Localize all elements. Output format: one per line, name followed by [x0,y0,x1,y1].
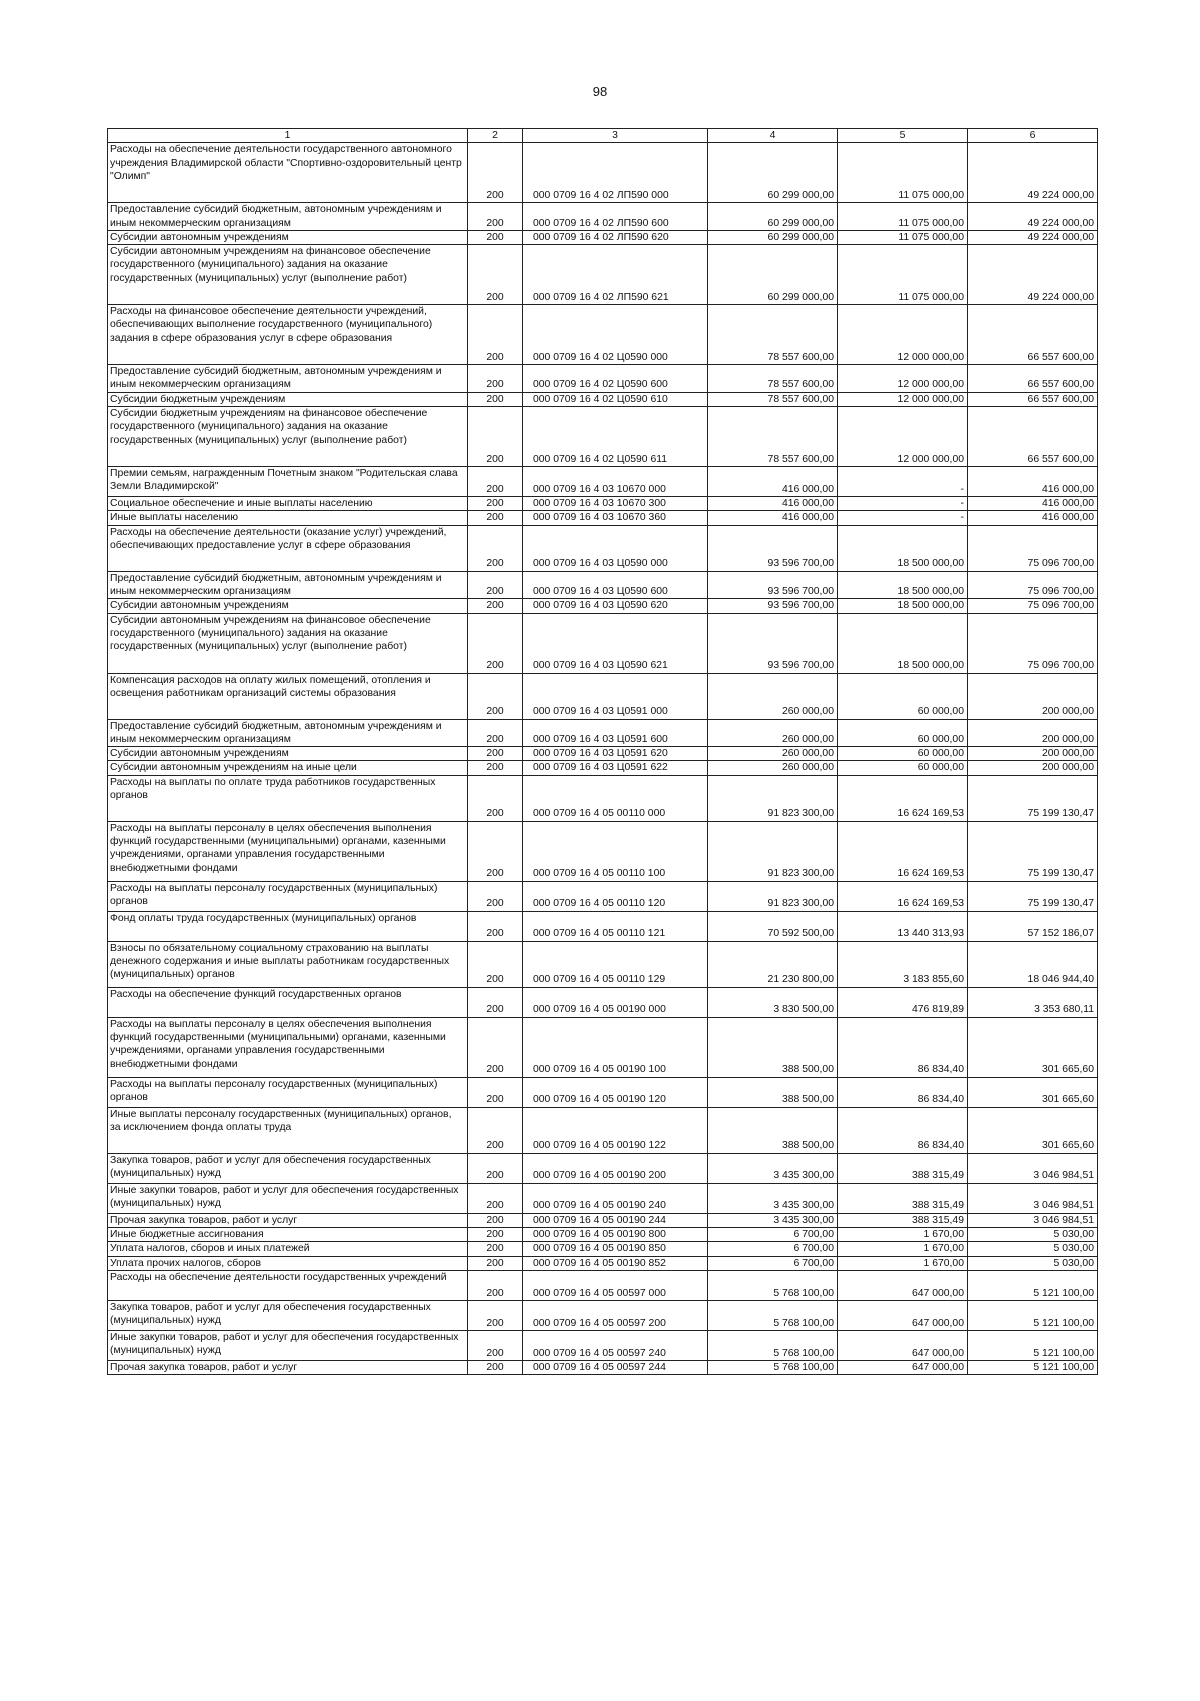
row-remaining-amount-cell: 3 046 984,51 [968,1153,1098,1183]
row-budget-code-cell: 000 0709 16 4 03 10670 300 [523,497,708,511]
row-name-cell: Субсидии автономным учреждениям на финансовое обеспечение государственного (муниципального) задания на оказание государственных (муниципальных) услуг (выполнение работ) [108,613,468,673]
row-executed-amount-cell: 60 000,00 [838,719,968,747]
row-executed-amount-cell: - [838,467,968,497]
table-row [108,1153,1098,1183]
row-name-cell: Предоставление субсидий бюджетным, автономным учреждениям и иным некоммерческим организациям [108,571,468,599]
row-executed-amount-cell: 11 075 000,00 [838,230,968,244]
table-row [108,987,1098,1017]
row-admin-code-cell: 200 [468,365,523,393]
row-budget-code-cell: 000 0709 16 4 05 00110 100 [523,821,708,881]
row-budget-code-cell: 000 0709 16 4 05 00597 240 [523,1330,708,1360]
row-admin-code-cell: 200 [468,1256,523,1270]
table-row [108,1300,1098,1330]
row-budget-code-cell: 000 0709 16 4 03 Ц0591 620 [523,747,708,761]
row-budget-code-cell: 000 0709 16 4 03 10670 000 [523,467,708,497]
row-remaining-amount-cell: 301 665,60 [968,1077,1098,1107]
row-name-cell: Предоставление субсидий бюджетным, автономным учреждениям и иным некоммерческим организациям [108,365,468,393]
row-remaining-amount-cell: 301 665,60 [968,1017,1098,1077]
table-row [108,365,1098,393]
row-name-cell: Расходы на финансовое обеспечение деятельности учреждений, обеспечивающих выполнение государственного (муниципального) задания в сфере образования услуг в сфере образования [108,305,468,365]
row-approved-amount-cell: 388 500,00 [708,1107,838,1153]
row-approved-amount-cell: 93 596 700,00 [708,599,838,613]
table-row [108,761,1098,775]
table-row [108,467,1098,497]
column-header: 2 [468,129,523,143]
row-budget-code-cell: 000 0709 16 4 05 00597 244 [523,1360,708,1374]
row-approved-amount-cell: 78 557 600,00 [708,407,838,467]
row-approved-amount-cell: 3 435 300,00 [708,1183,838,1213]
row-remaining-amount-cell: 66 557 600,00 [968,392,1098,406]
row-name-cell: Предоставление субсидий бюджетным, автономным учреждениям и иным некоммерческим организациям [108,719,468,747]
table-row [108,203,1098,231]
row-name-cell: Расходы на выплаты по оплате труда работников государственных органов [108,775,468,821]
table-row [108,1107,1098,1153]
row-approved-amount-cell: 70 592 500,00 [708,911,838,941]
column-header: 4 [708,129,838,143]
row-admin-code-cell: 200 [468,571,523,599]
row-budget-code-cell: 000 0709 16 4 02 ЛП590 621 [523,245,708,305]
row-name-cell: Уплата прочих налогов, сборов [108,1256,468,1270]
table-row [108,719,1098,747]
row-executed-amount-cell: 86 834,40 [838,1017,968,1077]
table-row [108,1077,1098,1107]
table-row [108,1270,1098,1300]
row-budget-code-cell: 000 0709 16 4 05 00190 240 [523,1183,708,1213]
table-row [108,1228,1098,1242]
row-budget-code-cell: 000 0709 16 4 02 Ц0590 611 [523,407,708,467]
row-executed-amount-cell: 18 500 000,00 [838,571,968,599]
row-executed-amount-cell: - [838,497,968,511]
row-approved-amount-cell: 388 500,00 [708,1077,838,1107]
row-budget-code-cell: 000 0709 16 4 03 Ц0591 000 [523,673,708,719]
column-header: 3 [523,129,708,143]
row-executed-amount-cell: 13 440 313,93 [838,911,968,941]
table-row [108,1213,1098,1227]
row-executed-amount-cell: 647 000,00 [838,1300,968,1330]
row-budget-code-cell: 000 0709 16 4 05 00190 200 [523,1153,708,1183]
row-executed-amount-cell: 12 000 000,00 [838,407,968,467]
row-executed-amount-cell: 12 000 000,00 [838,365,968,393]
row-budget-code-cell: 000 0709 16 4 03 Ц0590 621 [523,613,708,673]
row-remaining-amount-cell: 5 030,00 [968,1256,1098,1270]
row-budget-code-cell: 000 0709 16 4 02 Ц0590 000 [523,305,708,365]
row-approved-amount-cell: 21 230 800,00 [708,941,838,987]
row-admin-code-cell: 200 [468,1242,523,1256]
row-approved-amount-cell: 416 000,00 [708,497,838,511]
row-approved-amount-cell: 3 435 300,00 [708,1153,838,1183]
row-approved-amount-cell: 93 596 700,00 [708,613,838,673]
row-admin-code-cell: 200 [468,599,523,613]
row-budget-code-cell: 000 0709 16 4 05 00190 120 [523,1077,708,1107]
row-remaining-amount-cell: 5 121 100,00 [968,1330,1098,1360]
row-remaining-amount-cell: 5 030,00 [968,1242,1098,1256]
row-approved-amount-cell: 60 299 000,00 [708,143,838,203]
row-admin-code-cell: 200 [468,525,523,571]
row-name-cell: Премии семьям, награжденным Почетным знаком "Родительская слава Земли Владимирской" [108,467,468,497]
table-row [108,1330,1098,1360]
row-admin-code-cell: 200 [468,1107,523,1153]
row-admin-code-cell: 200 [468,761,523,775]
row-budget-code-cell: 000 0709 16 4 03 10670 360 [523,511,708,525]
row-name-cell: Расходы на обеспечение функций государственных органов [108,987,468,1017]
row-approved-amount-cell: 260 000,00 [708,673,838,719]
row-name-cell: Субсидии автономным учреждениям на финансовое обеспечение государственного (муниципального) задания на оказание государственных (муниципальных) услуг (выполнение работ) [108,245,468,305]
row-admin-code-cell: 200 [468,613,523,673]
row-executed-amount-cell: 18 500 000,00 [838,613,968,673]
table-row [108,599,1098,613]
row-remaining-amount-cell: 200 000,00 [968,719,1098,747]
table-row [108,230,1098,244]
row-approved-amount-cell: 78 557 600,00 [708,365,838,393]
table-row [108,911,1098,941]
row-budget-code-cell: 000 0709 16 4 02 ЛП590 000 [523,143,708,203]
table-row [108,143,1098,203]
row-budget-code-cell: 000 0709 16 4 05 00110 121 [523,911,708,941]
row-name-cell: Социальное обеспечение и иные выплаты населению [108,497,468,511]
row-name-cell: Прочая закупка товаров, работ и услуг [108,1360,468,1374]
row-approved-amount-cell: 260 000,00 [708,761,838,775]
row-executed-amount-cell: 60 000,00 [838,673,968,719]
row-name-cell: Субсидии бюджетным учреждениям [108,392,468,406]
row-name-cell: Компенсация расходов на оплату жилых помещений, отопления и освещения работникам организаций системы образования [108,673,468,719]
row-budget-code-cell: 000 0709 16 4 05 00190 852 [523,1256,708,1270]
row-remaining-amount-cell: 200 000,00 [968,761,1098,775]
row-executed-amount-cell: 1 670,00 [838,1242,968,1256]
table-row [108,305,1098,365]
row-remaining-amount-cell: 49 224 000,00 [968,203,1098,231]
row-remaining-amount-cell: 18 046 944,40 [968,941,1098,987]
row-executed-amount-cell: 388 315,49 [838,1213,968,1227]
row-remaining-amount-cell: 5 121 100,00 [968,1300,1098,1330]
row-admin-code-cell: 200 [468,911,523,941]
row-executed-amount-cell: 86 834,40 [838,1077,968,1107]
row-budget-code-cell: 000 0709 16 4 05 00110 120 [523,881,708,911]
row-name-cell: Закупка товаров, работ и услуг для обеспечения государственных (муниципальных) нужд [108,1153,468,1183]
row-executed-amount-cell: 1 670,00 [838,1228,968,1242]
row-approved-amount-cell: 3 435 300,00 [708,1213,838,1227]
table-row [108,821,1098,881]
row-name-cell: Субсидии автономным учреждениям [108,599,468,613]
row-admin-code-cell: 200 [468,467,523,497]
row-executed-amount-cell: 11 075 000,00 [838,203,968,231]
row-executed-amount-cell: 16 624 169,53 [838,881,968,911]
row-name-cell: Расходы на выплаты персоналу в целях обеспечения выполнения функций государственными (муниципальными) органами, казенными учреждениями, органами управления государственными внебюджетными фондами [108,1017,468,1077]
row-budget-code-cell: 000 0709 16 4 05 00190 122 [523,1107,708,1153]
row-admin-code-cell: 200 [468,1183,523,1213]
row-remaining-amount-cell: 200 000,00 [968,747,1098,761]
row-name-cell: Расходы на обеспечение деятельности государственных учреждений [108,1270,468,1300]
row-approved-amount-cell: 388 500,00 [708,1017,838,1077]
row-name-cell: Субсидии бюджетным учреждениям на финансовое обеспечение государственного (муниципального) задания на оказание государственных (муниципальных) услуг (выполнение работ) [108,407,468,467]
row-remaining-amount-cell: 200 000,00 [968,673,1098,719]
table-row [108,511,1098,525]
row-budget-code-cell: 000 0709 16 4 05 00110 000 [523,775,708,821]
table-row [108,941,1098,987]
row-approved-amount-cell: 93 596 700,00 [708,525,838,571]
table-row [108,613,1098,673]
row-admin-code-cell: 200 [468,719,523,747]
row-name-cell: Иные выплаты населению [108,511,468,525]
row-remaining-amount-cell: 75 199 130,47 [968,775,1098,821]
row-name-cell: Субсидии автономным учреждениям на иные цели [108,761,468,775]
row-admin-code-cell: 200 [468,392,523,406]
row-approved-amount-cell: 260 000,00 [708,719,838,747]
row-executed-amount-cell: 388 315,49 [838,1183,968,1213]
row-approved-amount-cell: 6 700,00 [708,1242,838,1256]
row-executed-amount-cell: 60 000,00 [838,761,968,775]
row-budget-code-cell: 000 0709 16 4 03 Ц0590 620 [523,599,708,613]
row-name-cell: Расходы на обеспечение деятельности государственного автономного учреждения Владимирской области "Спортивно-оздоровительный центр "Олимп" [108,143,468,203]
row-name-cell: Субсидии автономным учреждениям [108,230,468,244]
row-approved-amount-cell: 91 823 300,00 [708,775,838,821]
column-header: 6 [968,129,1098,143]
row-budget-code-cell: 000 0709 16 4 02 ЛП590 600 [523,203,708,231]
row-approved-amount-cell: 93 596 700,00 [708,571,838,599]
table-row [108,1242,1098,1256]
row-remaining-amount-cell: 3 046 984,51 [968,1213,1098,1227]
row-approved-amount-cell: 91 823 300,00 [708,821,838,881]
budget-table [107,128,1098,1375]
row-remaining-amount-cell: 57 152 186,07 [968,911,1098,941]
row-approved-amount-cell: 260 000,00 [708,747,838,761]
row-executed-amount-cell: 11 075 000,00 [838,245,968,305]
row-budget-code-cell: 000 0709 16 4 05 00110 129 [523,941,708,987]
row-admin-code-cell: 200 [468,230,523,244]
row-approved-amount-cell: 6 700,00 [708,1256,838,1270]
row-name-cell: Иные закупки товаров, работ и услуг для обеспечения государственных (муниципальных) нужд [108,1183,468,1213]
row-admin-code-cell: 200 [468,941,523,987]
column-header: 5 [838,129,968,143]
row-admin-code-cell: 200 [468,881,523,911]
row-admin-code-cell: 200 [468,987,523,1017]
table-row [108,775,1098,821]
row-remaining-amount-cell: 416 000,00 [968,511,1098,525]
row-budget-code-cell: 000 0709 16 4 03 Ц0590 000 [523,525,708,571]
row-approved-amount-cell: 91 823 300,00 [708,881,838,911]
row-admin-code-cell: 200 [468,1213,523,1227]
row-executed-amount-cell: 1 670,00 [838,1256,968,1270]
table-row [108,673,1098,719]
row-admin-code-cell: 200 [468,497,523,511]
row-admin-code-cell: 200 [468,245,523,305]
row-approved-amount-cell: 416 000,00 [708,511,838,525]
row-executed-amount-cell: 647 000,00 [838,1330,968,1360]
row-name-cell: Субсидии автономным учреждениям [108,747,468,761]
row-admin-code-cell: 200 [468,1228,523,1242]
row-admin-code-cell: 200 [468,821,523,881]
row-remaining-amount-cell: 5 030,00 [968,1228,1098,1242]
row-remaining-amount-cell: 75 096 700,00 [968,613,1098,673]
row-remaining-amount-cell: 66 557 600,00 [968,305,1098,365]
table-row [108,1183,1098,1213]
row-name-cell: Иные выплаты персоналу государственных (муниципальных) органов, за исключением фонда оплаты труда [108,1107,468,1153]
row-approved-amount-cell: 6 700,00 [708,1228,838,1242]
row-admin-code-cell: 200 [468,1330,523,1360]
row-name-cell: Уплата налогов, сборов и иных платежей [108,1242,468,1256]
row-name-cell: Фонд оплаты труда государственных (муниципальных) органов [108,911,468,941]
row-executed-amount-cell: 18 500 000,00 [838,599,968,613]
row-approved-amount-cell: 60 299 000,00 [708,203,838,231]
table-row [108,1017,1098,1077]
row-name-cell: Предоставление субсидий бюджетным, автономным учреждениям и иным некоммерческим организациям [108,203,468,231]
row-admin-code-cell: 200 [468,1017,523,1077]
row-name-cell: Расходы на выплаты персоналу государственных (муниципальных) органов [108,881,468,911]
row-remaining-amount-cell: 66 557 600,00 [968,365,1098,393]
table-body [108,143,1098,1375]
row-name-cell: Расходы на выплаты персоналу государственных (муниципальных) органов [108,1077,468,1107]
table-row [108,407,1098,467]
column-header: 1 [108,129,468,143]
row-remaining-amount-cell: 75 096 700,00 [968,599,1098,613]
table-row [108,497,1098,511]
table-row [108,245,1098,305]
table-row [108,1256,1098,1270]
row-remaining-amount-cell: 75 199 130,47 [968,881,1098,911]
row-approved-amount-cell: 3 830 500,00 [708,987,838,1017]
row-budget-code-cell: 000 0709 16 4 05 00597 000 [523,1270,708,1300]
row-executed-amount-cell: 12 000 000,00 [838,305,968,365]
page-number: 98 [592,84,608,99]
row-name-cell: Взносы по обязательному социальному страхованию на выплаты денежного содержания и иные выплаты работникам государственных (муниципальных) органов [108,941,468,987]
row-approved-amount-cell: 60 299 000,00 [708,230,838,244]
row-executed-amount-cell: 647 000,00 [838,1270,968,1300]
row-name-cell: Иные бюджетные ассигнования [108,1228,468,1242]
row-admin-code-cell: 200 [468,143,523,203]
row-admin-code-cell: 200 [468,1270,523,1300]
row-remaining-amount-cell: 66 557 600,00 [968,407,1098,467]
row-admin-code-cell: 200 [468,305,523,365]
row-remaining-amount-cell: 301 665,60 [968,1107,1098,1153]
row-approved-amount-cell: 5 768 100,00 [708,1300,838,1330]
row-executed-amount-cell: 388 315,49 [838,1153,968,1183]
row-name-cell: Расходы на обеспечение деятельности (оказание услуг) учреждений, обеспечивающих предоставление услуг в сфере образования [108,525,468,571]
row-admin-code-cell: 200 [468,673,523,719]
row-remaining-amount-cell: 75 096 700,00 [968,525,1098,571]
row-executed-amount-cell: 3 183 855,60 [838,941,968,987]
row-executed-amount-cell: 12 000 000,00 [838,392,968,406]
row-remaining-amount-cell: 75 199 130,47 [968,821,1098,881]
row-budget-code-cell: 000 0709 16 4 05 00190 000 [523,987,708,1017]
row-executed-amount-cell: - [838,511,968,525]
row-approved-amount-cell: 5 768 100,00 [708,1270,838,1300]
row-budget-code-cell: 000 0709 16 4 05 00190 100 [523,1017,708,1077]
row-budget-code-cell: 000 0709 16 4 05 00190 800 [523,1228,708,1242]
row-executed-amount-cell: 11 075 000,00 [838,143,968,203]
table-row [108,1360,1098,1374]
row-executed-amount-cell: 60 000,00 [838,747,968,761]
row-remaining-amount-cell: 416 000,00 [968,467,1098,497]
row-admin-code-cell: 200 [468,511,523,525]
row-budget-code-cell: 000 0709 16 4 05 00597 200 [523,1300,708,1330]
row-name-cell: Иные закупки товаров, работ и услуг для обеспечения государственных (муниципальных) нужд [108,1330,468,1360]
row-remaining-amount-cell: 49 224 000,00 [968,143,1098,203]
row-budget-code-cell: 000 0709 16 4 05 00190 244 [523,1213,708,1227]
table-row [108,571,1098,599]
row-budget-code-cell: 000 0709 16 4 02 Ц0590 610 [523,392,708,406]
row-remaining-amount-cell: 3 353 680,11 [968,987,1098,1017]
table-row [108,392,1098,406]
row-remaining-amount-cell: 75 096 700,00 [968,571,1098,599]
row-budget-code-cell: 000 0709 16 4 03 Ц0591 622 [523,761,708,775]
row-remaining-amount-cell: 49 224 000,00 [968,245,1098,305]
row-budget-code-cell: 000 0709 16 4 03 Ц0590 600 [523,571,708,599]
row-approved-amount-cell: 5 768 100,00 [708,1330,838,1360]
row-admin-code-cell: 200 [468,1153,523,1183]
row-name-cell: Прочая закупка товаров, работ и услуг [108,1213,468,1227]
row-executed-amount-cell: 16 624 169,53 [838,821,968,881]
row-remaining-amount-cell: 416 000,00 [968,497,1098,511]
row-approved-amount-cell: 78 557 600,00 [708,305,838,365]
row-name-cell: Расходы на выплаты персоналу в целях обеспечения выполнения функций государственными (муниципальными) органами, казенными учреждениями, органами управления государственными внебюджетными фондами [108,821,468,881]
row-admin-code-cell: 200 [468,407,523,467]
row-admin-code-cell: 200 [468,1360,523,1374]
column-number-row [108,129,1098,143]
row-approved-amount-cell: 60 299 000,00 [708,245,838,305]
row-name-cell: Закупка товаров, работ и услуг для обеспечения государственных (муниципальных) нужд [108,1300,468,1330]
row-approved-amount-cell: 78 557 600,00 [708,392,838,406]
row-admin-code-cell: 200 [468,775,523,821]
row-admin-code-cell: 200 [468,1077,523,1107]
table-row [108,525,1098,571]
table-row [108,747,1098,761]
row-executed-amount-cell: 86 834,40 [838,1107,968,1153]
row-budget-code-cell: 000 0709 16 4 05 00190 850 [523,1242,708,1256]
row-remaining-amount-cell: 49 224 000,00 [968,230,1098,244]
row-budget-code-cell: 000 0709 16 4 02 Ц0590 600 [523,365,708,393]
row-admin-code-cell: 200 [468,747,523,761]
row-budget-code-cell: 000 0709 16 4 02 ЛП590 620 [523,230,708,244]
row-approved-amount-cell: 5 768 100,00 [708,1360,838,1374]
table-row [108,881,1098,911]
row-admin-code-cell: 200 [468,203,523,231]
row-budget-code-cell: 000 0709 16 4 03 Ц0591 600 [523,719,708,747]
row-executed-amount-cell: 647 000,00 [838,1360,968,1374]
row-remaining-amount-cell: 5 121 100,00 [968,1270,1098,1300]
row-remaining-amount-cell: 3 046 984,51 [968,1183,1098,1213]
row-admin-code-cell: 200 [468,1300,523,1330]
row-approved-amount-cell: 416 000,00 [708,467,838,497]
row-remaining-amount-cell: 5 121 100,00 [968,1360,1098,1374]
row-executed-amount-cell: 16 624 169,53 [838,775,968,821]
row-executed-amount-cell: 18 500 000,00 [838,525,968,571]
row-executed-amount-cell: 476 819,89 [838,987,968,1017]
